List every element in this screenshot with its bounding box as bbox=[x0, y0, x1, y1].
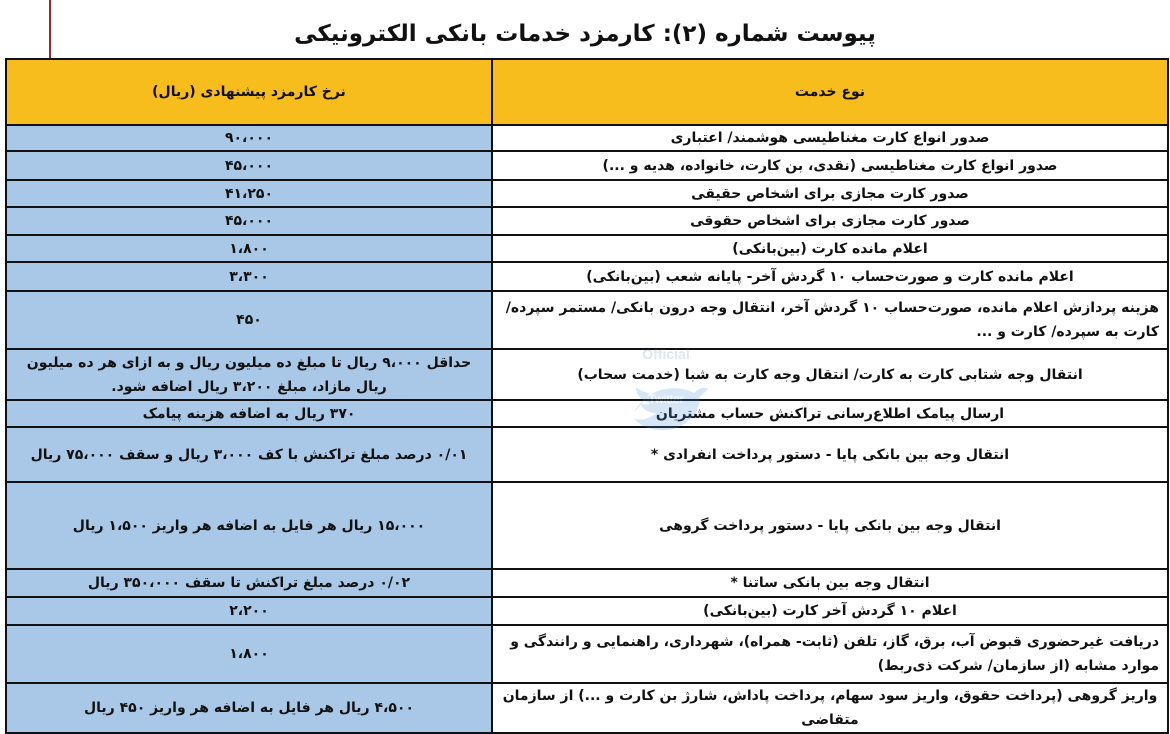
page-title: پیوست شماره (۲): کارمزد خدمات بانکی الکترونیکی bbox=[294, 21, 876, 47]
service-cell: صدور انواع کارت مغناطیسی (نقدی، بن کارت، خانواده، هدیه و ...) bbox=[492, 151, 1168, 180]
fee-cell: ۲،۲۰۰ bbox=[6, 597, 492, 625]
table-row bbox=[6, 235, 1168, 262]
fee-cell: ۴۵،۰۰۰ bbox=[6, 207, 492, 235]
table-row bbox=[6, 349, 1168, 400]
service-cell: انتقال وجه بین بانکی ساتنا * bbox=[492, 569, 1168, 597]
service-cell: واریز گروهی (پرداخت حقوق، واریز سود سهام، پرداخت پاداش، شارژ بن کارت و ...) از سازمان متقاضی bbox=[492, 683, 1168, 733]
table-row bbox=[6, 291, 1168, 349]
service-cell: انتقال وجه بین بانکی پایا - دستور پرداخت انفرادی * bbox=[492, 427, 1168, 482]
fee-cell: ۱،۸۰۰ bbox=[6, 625, 492, 683]
table-row bbox=[6, 683, 1168, 733]
service-cell: اعلام ۱۰ گردش آخر کارت (بین‌بانکی) bbox=[492, 597, 1168, 625]
service-cell: ارسال پیامک اطلاع‌رسانی تراکنش حساب مشتریان bbox=[492, 400, 1168, 427]
table-row bbox=[6, 482, 1168, 569]
service-cell: هزینه پردازش اعلام مانده، صورت‌حساب ۱۰ گردش آخر، انتقال وجه درون بانکی/ مستمر سپرده/ کارت به سپرده/ کارت و ... bbox=[492, 291, 1168, 349]
table-row bbox=[6, 400, 1168, 427]
service-cell: اعلام مانده کارت و صورت‌حساب ۱۰ گردش آخر- پایانه شعب (بین‌بانکی) bbox=[492, 262, 1168, 291]
table-row bbox=[6, 597, 1168, 625]
fee-table bbox=[5, 58, 1169, 734]
fee-cell: ۴۵۰ bbox=[6, 291, 492, 349]
fee-cell: ۴۵،۰۰۰ bbox=[6, 151, 492, 180]
fee-cell: ۰/۰۲ درصد مبلغ تراکنش تا سقف ۳۵۰،۰۰۰ ریال bbox=[6, 569, 492, 597]
twitter-watermark-icon bbox=[616, 343, 716, 453]
table-row bbox=[6, 569, 1168, 597]
table-header-row bbox=[6, 59, 1168, 125]
service-cell: صدور کارت مجازی برای اشخاص حقوقی bbox=[492, 207, 1168, 235]
table-row bbox=[6, 180, 1168, 207]
service-cell: دریافت غیرحضوری قبوض آب، برق، گاز، تلفن (ثابت- همراه)، شهرداری، راهنمایی و رانندگی و موارد مشابه (از سازمان/ شرکت ذی‌ربط) bbox=[492, 625, 1168, 683]
table-row bbox=[6, 207, 1168, 235]
fee-cell: ۴،۵۰۰ ریال هر فایل به اضافه هر واریز ۴۵۰ ریال bbox=[6, 683, 492, 733]
watermark-line1: Official bbox=[642, 346, 690, 362]
watermark-line2: Twitter bbox=[648, 392, 684, 406]
fee-cell: ۹۰،۰۰۰ bbox=[6, 125, 492, 151]
table-row bbox=[6, 151, 1168, 180]
fee-cell: ۰/۰۱ درصد مبلغ تراکنش با کف ۳،۰۰۰ ریال و سقف ۷۵،۰۰۰ ریال bbox=[6, 427, 492, 482]
table-row bbox=[6, 262, 1168, 291]
header-fee: نرخ کارمزد پیشنهادی (ریال) bbox=[6, 59, 492, 125]
header-service: نوع خدمت bbox=[492, 59, 1168, 125]
fee-cell: ۴۱،۲۵۰ bbox=[6, 180, 492, 207]
service-cell: انتقال وجه شتابی کارت به کارت/ انتقال وجه کارت به شبا (خدمت سحاب) bbox=[492, 349, 1168, 400]
service-cell: اعلام مانده کارت (بین‌بانکی) bbox=[492, 235, 1168, 262]
service-cell: صدور کارت مجازی برای اشخاص حقیقی bbox=[492, 180, 1168, 207]
fee-cell: ۱،۸۰۰ bbox=[6, 235, 492, 262]
table-row bbox=[6, 625, 1168, 683]
table-row bbox=[6, 427, 1168, 482]
fee-cell: ۱۵،۰۰۰ ریال هر فایل به اضافه هر واریز ۱،۵۰۰ ریال bbox=[6, 482, 492, 569]
table-row bbox=[6, 125, 1168, 151]
service-cell: صدور انواع کارت مغناطیسی هوشمند/ اعتباری bbox=[492, 125, 1168, 151]
fee-cell: ۳،۳۰۰ bbox=[6, 262, 492, 291]
fee-cell: ۳۷۰ ریال به اضافه هزینه پیامک bbox=[6, 400, 492, 427]
service-cell: انتقال وجه بین بانکی پایا - دستور پرداخت گروهی bbox=[492, 482, 1168, 569]
fee-cell: حداقل ۹،۰۰۰ ریال تا مبلغ ده میلیون ریال و به ازای هر ده میلیون ریال مازاد، مبلغ ۳،۲۰۰ ریال اضافه شود. bbox=[6, 349, 492, 400]
